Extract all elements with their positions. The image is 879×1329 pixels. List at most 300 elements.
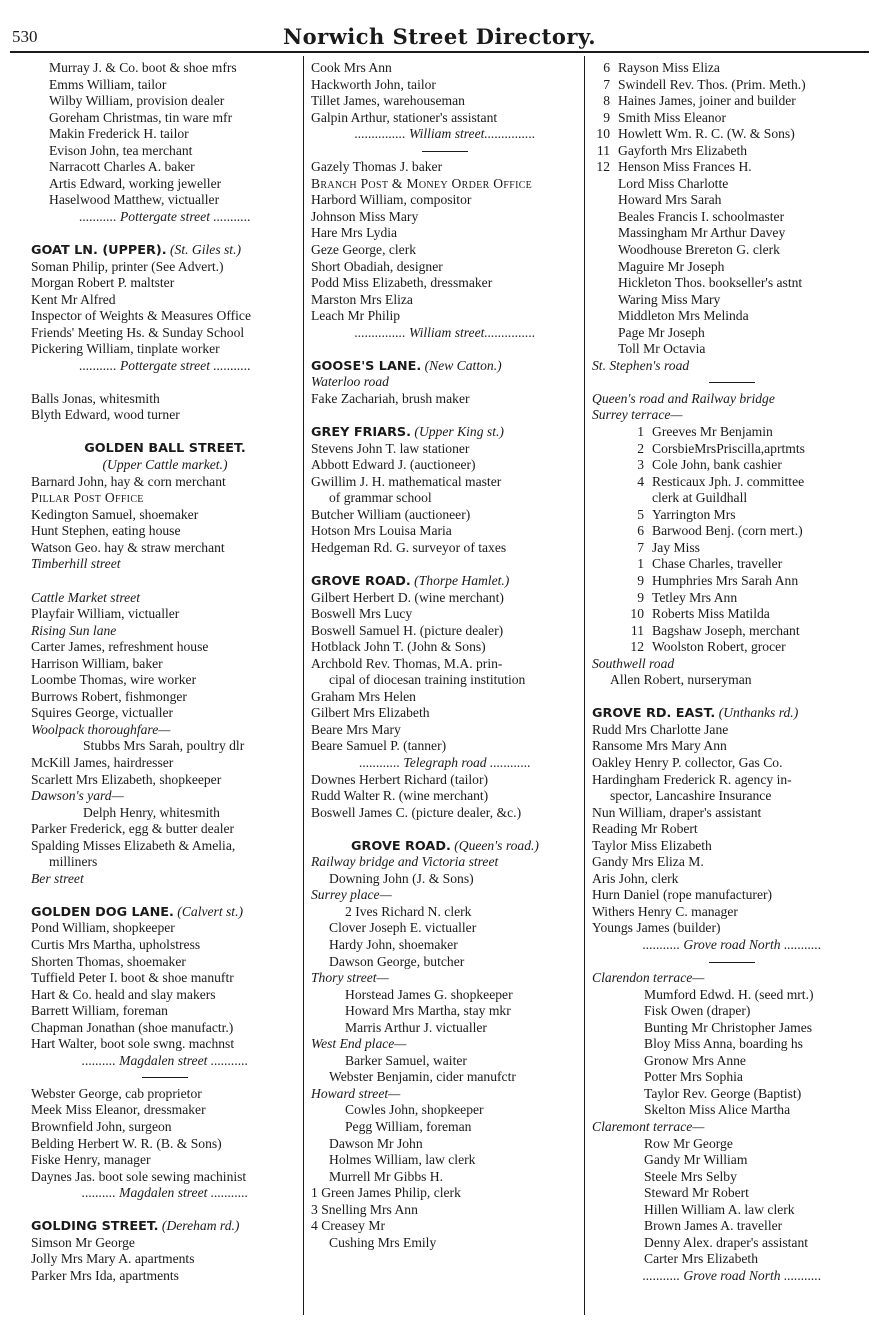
- directory-entry: [31, 705, 299, 722]
- directory-entry: [592, 887, 872, 904]
- line-text: Rudd Walter R. (wine merchant): [311, 788, 489, 804]
- directory-entry: [31, 159, 299, 176]
- line-text: Denny Alex. draper's assistant: [644, 1234, 809, 1250]
- line-text: Smith Miss Eleanor: [618, 109, 726, 125]
- line-text: Tetley Mrs Ann: [652, 589, 738, 605]
- line-text: Howlett Wm. R. C. (W. & Sons): [618, 126, 795, 142]
- line-text: Carter James, refreshment house: [31, 639, 209, 655]
- locality-label: [592, 970, 872, 987]
- line-text: Queen's road and Railway bridge: [592, 390, 775, 406]
- line-text: Parker Mrs Ida, apartments: [31, 1267, 179, 1283]
- street-heading: [311, 358, 579, 375]
- directory-entry: [311, 192, 579, 209]
- locality-label: [31, 556, 299, 573]
- line-text: Swindell Rev. Thos. (Prim. Meth.): [618, 76, 806, 92]
- line-text: Youngs James (builder): [592, 920, 721, 936]
- line-text: Loombe Thomas, wire worker: [31, 672, 197, 688]
- line-text: GROVE ROAD.: [351, 838, 451, 854]
- line-text: Humphries Mrs Sarah Ann: [652, 572, 799, 588]
- directory-entry: [31, 507, 299, 524]
- directory-entry: [311, 1235, 579, 1252]
- directory-entry: [311, 507, 579, 524]
- directory-entry: [592, 507, 872, 524]
- directory-entry: [592, 176, 872, 193]
- line-text: Steward Mr Robert: [644, 1185, 749, 1201]
- directory-entry: [31, 1003, 299, 1020]
- line-text: clerk at Guildhall: [652, 490, 748, 506]
- line-text: .......... Magdalen street ...........: [81, 1052, 249, 1068]
- line-text: Evison John, tea merchant: [49, 142, 193, 158]
- line-text: Burrows Robert, fishmonger: [31, 688, 187, 704]
- line-text: Galpin Arthur, stationer's assistant: [311, 109, 498, 125]
- line-text: Fisk Owen (draper): [644, 1003, 751, 1019]
- directory-entry: [311, 590, 579, 607]
- line-text: Skelton Miss Alice Martha: [644, 1102, 791, 1118]
- street-qualifier: (Dereham rd.): [158, 1218, 240, 1234]
- line-text: Bagshaw Joseph, merchant: [652, 622, 800, 638]
- line-text: 3 Snelling Mrs Ann: [311, 1201, 418, 1217]
- line-text: Horstead James G. shopkeeper: [345, 986, 513, 1002]
- line-text: Meek Miss Eleanor, dressmaker: [31, 1102, 206, 1118]
- column-divider-1: [303, 56, 304, 1315]
- directory-entry: [592, 540, 872, 557]
- spacer: [311, 821, 579, 838]
- directory-entry: [592, 788, 872, 805]
- line-text: Pond William, shopkeeper: [31, 920, 175, 936]
- line-text: Gandy Mr William: [644, 1152, 748, 1168]
- directory-entry: [31, 176, 299, 193]
- directory-entry: [31, 1086, 299, 1103]
- directory-entry: [592, 1169, 872, 1186]
- house-number: 12: [596, 159, 610, 175]
- line-text: Ber street: [31, 870, 84, 886]
- directory-entry: [311, 1119, 579, 1136]
- house-number: 2: [637, 440, 644, 456]
- line-text: ............... William street...............: [354, 126, 536, 142]
- line-text: GOLDEN BALL STREET.: [84, 440, 246, 456]
- line-text: Barrett William, foreman: [31, 1003, 168, 1019]
- line-text: Boswell James C. (picture dealer, &c.): [311, 804, 522, 820]
- locality-label: [592, 1119, 872, 1136]
- directory-entry: [31, 77, 299, 94]
- locality-label: [592, 391, 872, 408]
- line-text: Leach Mr Philip: [311, 308, 401, 324]
- directory-column-2: [311, 60, 579, 1251]
- line-text: Dawson's yard—: [31, 788, 124, 804]
- spacer: [31, 424, 299, 441]
- directory-entry: [31, 1119, 299, 1136]
- directory-entry: [31, 93, 299, 110]
- line-text: Johnson Miss Mary: [311, 208, 419, 224]
- directory-entry: [31, 391, 299, 408]
- line-text: ........... Pottergate street ...........: [79, 357, 251, 373]
- directory-entry: [311, 1185, 579, 1202]
- line-text: St. Stephen's road: [592, 357, 690, 373]
- directory-entry: [592, 573, 872, 590]
- directory-entry: [592, 209, 872, 226]
- line-text: Gazely Thomas J. baker: [311, 159, 443, 175]
- directory-entry: [592, 1102, 872, 1119]
- line-text: Squires George, victualler: [31, 705, 174, 721]
- line-text: Mumford Edwd. H. (seed mrt.): [644, 986, 814, 1002]
- directory-entry: [311, 457, 579, 474]
- locality-label: [311, 854, 579, 871]
- house-number: 4: [637, 473, 644, 489]
- locality-label: [31, 457, 299, 474]
- directory-entry: [592, 1251, 872, 1268]
- directory-entry: [592, 590, 872, 607]
- directory-entry: [311, 1003, 579, 1020]
- directory-entry: [592, 738, 872, 755]
- line-text: Barwood Benj. (corn mert.): [652, 523, 803, 539]
- line-text: Branch Post & Money Order Office: [311, 175, 533, 191]
- directory-entry: [31, 341, 299, 358]
- line-text: Allen Robert, nurseryman: [610, 672, 752, 688]
- line-text: .......... Magdalen street ...........: [81, 1185, 249, 1201]
- line-text: Holmes William, law clerk: [329, 1152, 476, 1168]
- locality-label: [31, 871, 299, 888]
- line-text: GOLDEN DOG LANE.: [31, 904, 174, 920]
- directory-entry: [592, 325, 872, 342]
- line-text: Curtis Mrs Martha, upholstress: [31, 936, 201, 952]
- directory-column-3: [592, 60, 872, 1284]
- directory-entry: [592, 1136, 872, 1153]
- directory-entry: [31, 755, 299, 772]
- directory-entry: [311, 275, 579, 292]
- line-text: Wilby William, provision dealer: [49, 93, 225, 109]
- line-text: Delph Henry, whitesmith: [83, 804, 220, 820]
- directory-entry: [592, 474, 872, 491]
- directory-entry: [592, 93, 872, 110]
- directory-entry: [31, 110, 299, 127]
- directory-entry: [31, 854, 299, 871]
- cross-street-marker: [311, 755, 579, 772]
- directory-entry: [592, 854, 872, 871]
- directory-entry: [31, 143, 299, 160]
- spacer: [311, 341, 579, 358]
- directory-entry: [592, 871, 872, 888]
- locality-label: [592, 407, 872, 424]
- house-number: 10: [596, 126, 610, 142]
- line-text: Haines James, joiner and builder: [618, 93, 796, 109]
- line-text: Morgan Robert P. maltster: [31, 275, 175, 291]
- house-number: 9: [637, 589, 644, 605]
- house-number: 6: [603, 60, 610, 75]
- directory-entry: [31, 656, 299, 673]
- line-text: Boswell Samuel H. (picture dealer): [311, 622, 504, 638]
- cross-street-marker: [31, 209, 299, 226]
- directory-entry: [31, 1036, 299, 1053]
- line-text: Maguire Mr Joseph: [618, 258, 725, 274]
- directory-entry: [311, 1169, 579, 1186]
- line-text: Bunting Mr Christopher James: [644, 1019, 813, 1035]
- directory-entry: [31, 1235, 299, 1252]
- line-text: Webster George, cab proprietor: [31, 1085, 202, 1101]
- line-text: Murray J. & Co. boot & shoe mfrs: [49, 60, 237, 75]
- directory-entry: [311, 391, 579, 408]
- line-text: GOAT LN. (UPPER).: [31, 243, 167, 259]
- directory-entry: [311, 1136, 579, 1153]
- line-text: Parker Frederick, egg & butter dealer: [31, 821, 235, 837]
- directory-entry: [311, 1218, 579, 1235]
- directory-entry: [311, 639, 579, 656]
- house-number: 1: [637, 424, 644, 440]
- line-text: Greeves Mr Benjamin: [652, 424, 773, 440]
- line-text: milliners: [49, 854, 98, 870]
- line-text: Gronow Mrs Anne: [644, 1052, 746, 1068]
- street-qualifier: (Thorpe Hamlet.): [410, 572, 510, 588]
- directory-entry: [311, 672, 579, 689]
- directory-entry: [31, 606, 299, 623]
- line-text: Blyth Edward, wood turner: [31, 407, 180, 423]
- line-text: Daynes Jas. boot sole sewing machinist: [31, 1168, 247, 1184]
- line-text: Woodhouse Brereton G. clerk: [618, 242, 780, 258]
- line-text: Resticaux Jph. J. committee: [652, 473, 805, 489]
- directory-entry: [592, 523, 872, 540]
- directory-entry: [31, 970, 299, 987]
- line-text: McKill James, hairdresser: [31, 754, 174, 770]
- page-number: 530: [12, 27, 38, 46]
- line-text: 2 Ives Richard N. clerk: [345, 903, 472, 919]
- line-text: Hunt Stephen, eating house: [31, 523, 181, 539]
- line-text: Rayson Miss Eliza: [618, 60, 720, 75]
- cross-street-marker: [31, 1185, 299, 1202]
- directory-entry: [311, 176, 579, 193]
- line-text: GOOSE'S LANE.: [311, 358, 422, 374]
- directory-entry: [592, 110, 872, 127]
- line-text: Steele Mrs Selby: [644, 1168, 737, 1184]
- line-text: Timberhill street: [31, 556, 121, 572]
- line-text: Woolston Robert, grocer: [652, 639, 786, 655]
- line-text: Woolpack thoroughfare—: [31, 721, 171, 737]
- directory-entry: [311, 689, 579, 706]
- line-text: Tuffield Peter I. boot & shoe manuftr: [31, 970, 234, 986]
- line-text: CorsbieMrsPriscilla,aprtmts: [652, 440, 805, 456]
- line-text: Howard Mrs Sarah: [618, 192, 722, 208]
- cross-street-marker: [311, 126, 579, 143]
- line-text: Henson Miss Frances H.: [618, 159, 752, 175]
- directory-entry: [31, 490, 299, 507]
- line-text: Howard Mrs Martha, stay mkr: [345, 1003, 511, 1019]
- directory-entry: [592, 159, 872, 176]
- street-qualifier: (Unthanks rd.): [715, 705, 799, 721]
- line-text: Beales Francis I. schoolmaster: [618, 208, 785, 224]
- line-text: cipal of diocesan training institution: [329, 672, 526, 688]
- line-text: Cook Mrs Ann: [311, 60, 392, 75]
- directory-entry: [592, 838, 872, 855]
- line-text: ........... Pottergate street ...........: [79, 208, 251, 224]
- line-text: Hotblack John T. (John & Sons): [311, 639, 486, 655]
- line-text: Boswell Mrs Lucy: [311, 606, 413, 622]
- house-number: 11: [630, 622, 644, 638]
- directory-entry: [592, 1020, 872, 1037]
- line-text: Haselwood Matthew, victualler: [49, 192, 220, 208]
- line-text: Row Mr George: [644, 1135, 733, 1151]
- line-text: Scarlett Mrs Elizabeth, shopkeeper: [31, 771, 222, 787]
- directory-entry: [311, 1202, 579, 1219]
- directory-entry: [592, 341, 872, 358]
- directory-entry: [311, 225, 579, 242]
- line-text: Fake Zachariah, brush maker: [311, 390, 470, 406]
- directory-entry: [592, 441, 872, 458]
- line-text: Cushing Mrs Emily: [329, 1234, 437, 1250]
- line-text: Jay Miss: [652, 539, 700, 555]
- line-text: Roberts Miss Matilda: [652, 606, 770, 622]
- line-text: Gayforth Mrs Elizabeth: [618, 142, 748, 158]
- directory-entry: [311, 656, 579, 673]
- house-number: 3: [637, 457, 644, 473]
- locality-label: [31, 623, 299, 640]
- line-text: Stevens John T. law stationer: [311, 440, 470, 456]
- directory-entry: [31, 937, 299, 954]
- directory-entry: [311, 705, 579, 722]
- street-heading: [311, 573, 579, 590]
- directory-entry: [592, 606, 872, 623]
- directory-entry: [31, 639, 299, 656]
- line-text: Chapman Jonathan (shoe manufactr.): [31, 1019, 234, 1035]
- directory-entry: [31, 672, 299, 689]
- house-number: 9: [637, 572, 644, 588]
- line-text: Gilbert Mrs Elizabeth: [311, 705, 430, 721]
- directory-entry: [311, 93, 579, 110]
- directory-entry: [592, 821, 872, 838]
- line-text: Playfair William, victualler: [31, 606, 180, 622]
- line-text: Barnard John, hay & corn merchant: [31, 473, 226, 489]
- directory-entry: [31, 987, 299, 1004]
- header-rule: [10, 51, 869, 53]
- house-number: 6: [637, 523, 644, 539]
- line-text: Hardingham Frederick R. agency in-: [592, 771, 792, 787]
- line-text: Belding Herbert W. R. (B. & Sons): [31, 1135, 222, 1151]
- line-text: Railway bridge and Victoria street: [311, 854, 499, 870]
- locality-label: [311, 1036, 579, 1053]
- directory-entry: [311, 904, 579, 921]
- spacer: [31, 374, 299, 391]
- directory-entry: [592, 722, 872, 739]
- locality-label: [311, 374, 579, 391]
- line-text: Waterloo road: [311, 374, 389, 390]
- locality-label: [31, 722, 299, 739]
- house-number: 5: [637, 506, 644, 522]
- directory-entry: [592, 126, 872, 143]
- line-text: Emms William, tailor: [49, 76, 167, 92]
- directory-entry: [31, 954, 299, 971]
- directory-entry: [31, 920, 299, 937]
- directory-entry: [31, 192, 299, 209]
- directory-entry: [31, 1268, 299, 1285]
- line-text: Archbold Rev. Thomas, M.A. prin-: [311, 655, 503, 671]
- directory-entry: [592, 490, 872, 507]
- line-text: Surrey place—: [311, 887, 392, 903]
- line-text: Page Mr Joseph: [618, 324, 705, 340]
- directory-entry: [31, 1020, 299, 1037]
- line-text: Hedgeman Rd. G. surveyor of taxes: [311, 539, 507, 555]
- directory-entry: [31, 474, 299, 491]
- line-text: Rising Sun lane: [31, 622, 117, 638]
- locality-label: [311, 887, 579, 904]
- directory-entry: [311, 788, 579, 805]
- house-number: 7: [637, 539, 644, 555]
- directory-entry: [31, 126, 299, 143]
- directory-entry: [311, 954, 579, 971]
- line-text: Oakley Henry P. collector, Gas Co.: [592, 754, 783, 770]
- line-text: Hillen William A. law clerk: [644, 1201, 795, 1217]
- line-text: Fiske Henry, manager: [31, 1152, 151, 1168]
- directory-entry: [592, 920, 872, 937]
- line-text: Hurn Daniel (rope manufacturer): [592, 887, 773, 903]
- line-text: Cowles John, shopkeeper: [345, 1102, 484, 1118]
- line-text: Bloy Miss Anna, boarding hs: [644, 1036, 803, 1052]
- line-text: Jolly Mrs Mary A. apartments: [31, 1251, 195, 1267]
- line-text: Thory street—: [311, 970, 389, 986]
- column-divider-2: [584, 56, 585, 1315]
- directory-entry: [311, 722, 579, 739]
- directory-entry: [31, 259, 299, 276]
- directory-entry: [311, 805, 579, 822]
- line-text: Hart & Co. heald and slay makers: [31, 986, 216, 1002]
- directory-entry: [311, 920, 579, 937]
- line-text: Toll Mr Octavia: [618, 341, 706, 357]
- directory-entry: [311, 871, 579, 888]
- line-text: West End place—: [311, 1036, 407, 1052]
- line-text: Surrey terrace—: [592, 407, 683, 423]
- directory-entry: [31, 1136, 299, 1153]
- directory-entry: [31, 325, 299, 342]
- directory-entry: [311, 772, 579, 789]
- directory-entry: [592, 1218, 872, 1235]
- line-text: Abbott Edward J. (auctioneer): [311, 457, 476, 473]
- line-text: Hart Walter, boot sole swng. machnst: [31, 1036, 235, 1052]
- line-text: Howard street—: [311, 1085, 401, 1101]
- line-text: Middleton Mrs Melinda: [618, 308, 749, 324]
- line-text: Hackworth John, tailor: [311, 76, 436, 92]
- directory-entry: [311, 937, 579, 954]
- directory-entry: [592, 772, 872, 789]
- line-text: ............ Telegraph road ............: [359, 754, 531, 770]
- directory-entry: [311, 1069, 579, 1086]
- line-text: ........... Grove road North ...........: [642, 1267, 822, 1283]
- line-text: Spalding Misses Elizabeth & Amelia,: [31, 837, 236, 853]
- directory-entry: [311, 523, 579, 540]
- directory-entry: [311, 1053, 579, 1070]
- directory-entry: [311, 110, 579, 127]
- page-title: Norwich Street Directory.: [282, 24, 597, 49]
- directory-entry: [311, 308, 579, 325]
- street-qualifier: (New Catton.): [421, 357, 502, 373]
- directory-entry: [31, 1251, 299, 1268]
- line-text: Claremont terrace—: [592, 1119, 705, 1134]
- line-text: Webster Benjamin, cider manufctr: [329, 1069, 516, 1085]
- line-text: ........... Grove road North ...........: [642, 936, 822, 952]
- line-text: Ransome Mrs Mary Ann: [592, 738, 727, 754]
- line-text: Makin Frederick H. tailor: [49, 126, 189, 142]
- directory-entry: [311, 1020, 579, 1037]
- directory-entry: [311, 292, 579, 309]
- line-text: Beare Samuel P. (tanner): [311, 738, 447, 754]
- directory-entry: [592, 623, 872, 640]
- locality-label: [592, 656, 872, 673]
- line-text: Potter Mrs Sophia: [644, 1069, 743, 1085]
- line-text: Watson Geo. hay & straw merchant: [31, 539, 225, 555]
- line-text: GROVE ROAD.: [311, 573, 411, 589]
- line-text: Waring Miss Mary: [618, 291, 721, 307]
- line-text: Downes Herbert Richard (tailor): [311, 771, 489, 787]
- line-text: Gwillim J. H. mathematical master: [311, 473, 502, 489]
- directory-entry: [311, 540, 579, 557]
- street-heading: [31, 904, 299, 921]
- house-number: 1: [637, 556, 644, 572]
- directory-entry: [31, 275, 299, 292]
